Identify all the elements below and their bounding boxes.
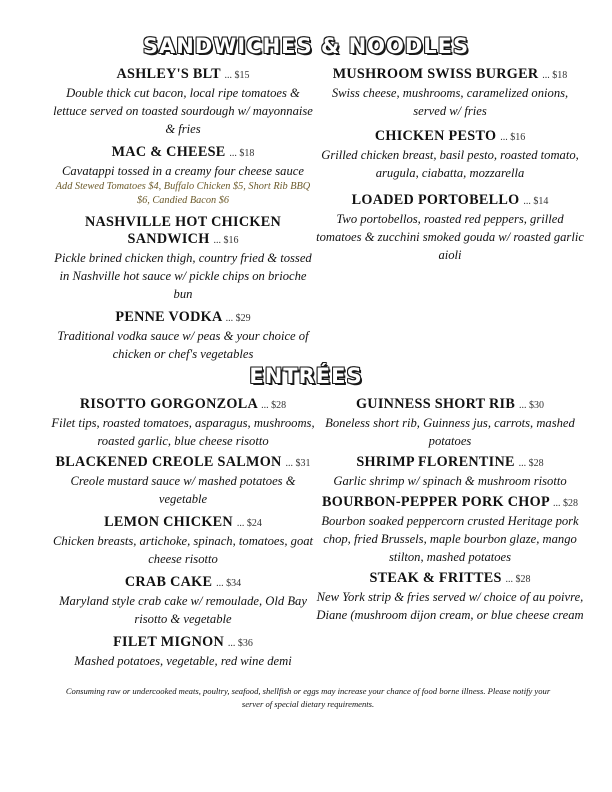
item-name: NASHVILLE HOT CHICKEN SANDWICH: [84, 214, 282, 247]
item-name: BLACKENED CREOLE SALMON: [55, 454, 282, 470]
item-description: Two portobellos, roasted red peppers, grilled tomatoes & zucchini smoked gouda w/ roasted garlic aioli: [316, 212, 584, 262]
item-price: ... $15: [224, 70, 250, 81]
item-addons: Add Stewed Tomatoes $4, Buffalo Chicken $5, Short Rib BBQ $6, Candied Bacon $6: [55, 181, 311, 206]
item-price: ... $24: [236, 518, 262, 529]
menu-item-loaded-portobello: [316, 192, 584, 264]
item-description: Cavatappi tossed in a creamy four cheese sauce: [62, 164, 304, 178]
item-description: Grilled chicken breast, basil pesto, roasted tomato, arugula, ciabatta, mozzarella: [321, 148, 579, 180]
menu-item-steak-frittes: [316, 570, 584, 624]
item-price: ... $36: [227, 638, 253, 649]
menu-item-nashville-hot-chicken: [50, 214, 316, 303]
sandwiches-noodles-heading: SANDWICHES & NOODLES: [142, 34, 470, 58]
item-price: ... $14: [523, 196, 549, 207]
menu-item-filet-mignon: [50, 634, 316, 670]
item-name: RISOTTO GORGONZOLA: [79, 396, 258, 412]
entrees-right-column: [316, 396, 584, 624]
menu-item-crab-cake: [50, 574, 316, 628]
item-description: Bourbon soaked peppercorn crusted Heritage pork chop, fried Brussels, maple bourbon glaze, mango stilton, mashed potatoes: [321, 514, 579, 564]
item-name: PENNE VODKA: [115, 309, 222, 325]
item-name: CHICKEN PESTO: [374, 128, 497, 144]
item-name: BOURBON-PEPPER PORK CHOP: [322, 494, 550, 510]
item-description: New York strip & fries served w/ choice of au poivre, Diane (mushroom dijon cream, or blue cheese cream: [316, 590, 584, 622]
menu-item-risotto-gorgonzola: [50, 396, 316, 450]
item-description: Creole mustard sauce w/ mashed potatoes & vegetable: [70, 474, 296, 506]
item-description: Traditional vodka sauce w/ peas & your choice of chicken or chef's vegetables: [57, 329, 309, 361]
menu-item-bourbon-pepper-pork-chop: [316, 494, 584, 566]
item-price: ... $18: [229, 148, 255, 159]
menu-item-mushroom-swiss-burger: [316, 66, 584, 120]
menu-item-guinness-short-rib: [316, 396, 584, 450]
item-price: ... $28: [552, 498, 578, 509]
menu-item-chicken-pesto: [316, 128, 584, 182]
item-description: Garlic shrimp w/ spinach & mushroom risotto: [333, 474, 567, 488]
item-description: Double thick cut bacon, local ripe tomatoes & lettuce served on toasted sourdough w/ mayonnaise & fries: [53, 86, 313, 136]
item-name: GUINNESS SHORT RIB: [355, 396, 516, 412]
menu-item-penne-vodka: [50, 309, 316, 363]
item-price: ... $34: [216, 578, 242, 589]
menu-item-blackened-creole-salmon: [50, 454, 316, 508]
item-price: ... $16: [213, 235, 239, 246]
item-price: ... $28: [261, 400, 287, 411]
item-price: ... $16: [500, 132, 526, 143]
menu-item-mac-cheese: [50, 144, 316, 208]
menu-item-ashleys-blt: [50, 66, 316, 138]
item-name: MAC & CHEESE: [111, 144, 226, 160]
item-name: SHRIMP FLORENTINE: [356, 454, 515, 470]
item-name: LOADED PORTOBELLO: [351, 192, 520, 208]
item-price: ... $28: [505, 574, 531, 585]
item-description: Chicken breasts, artichoke, spinach, tomatoes, goat cheese risotto: [52, 534, 314, 566]
item-description: Pickle brined chicken thigh, country fried & tossed in Nashville hot sauce w/ pickle chips on brioche bun: [54, 251, 312, 301]
entrees-heading: ENTRÉES: [249, 364, 363, 388]
item-name: FILET MIGNON: [113, 634, 225, 650]
item-name: MUSHROOM SWISS BURGER: [332, 66, 539, 82]
menu-item-lemon-chicken: [50, 514, 316, 568]
item-description: Swiss cheese, mushrooms, caramelized onions, served w/ fries: [331, 86, 569, 118]
item-description: Boneless short rib, Guinness jus, carrots, mashed potatoes: [325, 416, 575, 448]
sandwiches-right-column: [316, 66, 584, 264]
item-name: ASHLEY'S BLT: [116, 66, 221, 82]
health-disclaimer: Consuming raw or undercooked meats, poultry, seafood, shellfish or eggs may increase your chance of food borne illness. Please notify your server of special dietary requirements.: [65, 686, 551, 709]
item-description: Maryland style crab cake w/ remoulade, Old Bay risotto & vegetable: [59, 594, 307, 626]
item-description: Filet tips, roasted tomatoes, asparagus, mushrooms, roasted garlic, blue cheese risotto: [51, 416, 315, 448]
item-price: ... $30: [519, 400, 545, 411]
menu-item-shrimp-florentine: [316, 454, 584, 490]
item-price: ... $18: [542, 70, 568, 81]
item-price: ... $29: [225, 313, 251, 324]
item-price: ... $31: [285, 458, 311, 469]
item-name: STEAK & FRITTES: [369, 570, 502, 586]
item-price: ... $28: [518, 458, 544, 469]
entrees-left-column: [50, 396, 316, 670]
item-name: CRAB CAKE: [124, 574, 213, 590]
item-name: LEMON CHICKEN: [104, 514, 233, 530]
sandwiches-left-column: [50, 66, 316, 363]
item-description: Mashed potatoes, vegetable, red wine demi: [74, 654, 292, 668]
